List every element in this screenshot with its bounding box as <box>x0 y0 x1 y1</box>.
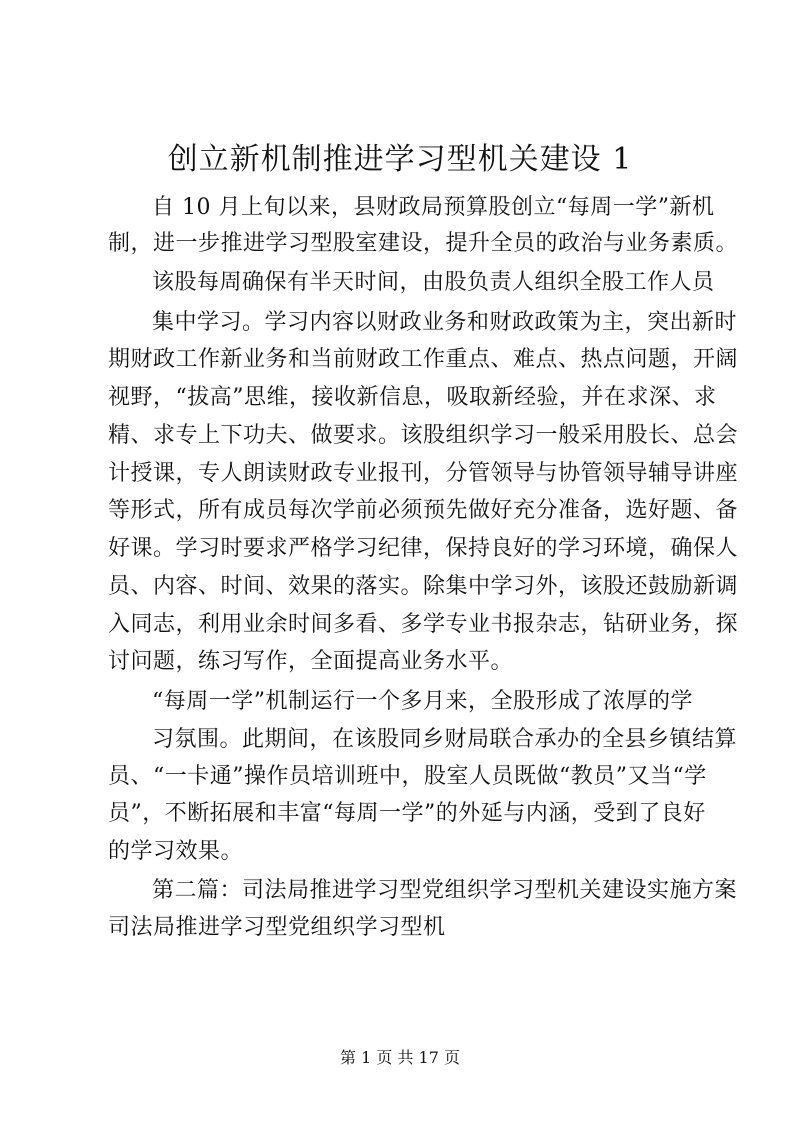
body-line: 的学习效果。 <box>108 839 244 864</box>
body-line: “每周一学”机制运行一个多月来，全股形成了浓厚的学 <box>152 689 693 714</box>
body-line: 习氛围。此期间，在该股同乡财局联合承办的全县乡镇结算 <box>152 727 738 752</box>
body-line: 司法局推进学习型党组织学习型机 <box>108 915 446 940</box>
body-line: 精、求专上下功夫、做要求。该股组织学习一般采用股长、总会 <box>108 423 739 448</box>
body-line: 期财政工作新业务和当前财政工作重点、难点、热点问题，开阔 <box>108 347 739 372</box>
body-line: 制，进一步推进学习型股室建设，提升全员的政治与业务素质。 <box>108 231 739 256</box>
body-line: 该股每周确保有半天时间，由股负责人组织全股工作人员 <box>152 270 715 295</box>
body-line: 自 10 月上旬以来，县财政局预算股创立“每周一学”新机 <box>152 195 715 220</box>
body-line: 集中学习。学习内容以财政业务和财政政策为主，突出新时 <box>152 310 738 335</box>
body-line: 入同志，利用业余时间多看、多学专业书报杂志，钻研业务，探 <box>108 612 739 637</box>
body-line: 讨问题，练习写作，全面提高业务水平。 <box>108 649 514 674</box>
body-line: 员、内容、时间、效果的落实。除集中学习外，该股还鼓励新调 <box>108 574 739 599</box>
section-heading: 第二篇：司法局推进学习型党组织学习型机关建设实施方案 <box>152 878 738 903</box>
body-line: 视野，“拔高”思维，接收新信息，吸取新经验，并在求深、求 <box>108 385 717 410</box>
body-line: 计授课，专人朗读财政专业报刊，分管领导与协管领导辅导讲座 <box>108 461 739 486</box>
document-title: 创立新机制推进学习型机关建设 1 <box>167 142 633 177</box>
page-number-footer: 第 1 页 共 17 页 <box>340 1048 460 1067</box>
body-line: 好课。学习时要求严格学习纪律，保持良好的学习环境，确保人 <box>108 536 739 561</box>
body-line: 等形式，所有成员每次学前必须预先做好充分准备，选好题、备 <box>108 498 739 523</box>
body-line: 员”，不断拓展和丰富“每周一学”的外延与内涵，受到了良好 <box>108 801 706 826</box>
body-line: 员、“一卡通”操作员培训班中，股室人员既做“教员”又当“学 <box>108 764 707 789</box>
